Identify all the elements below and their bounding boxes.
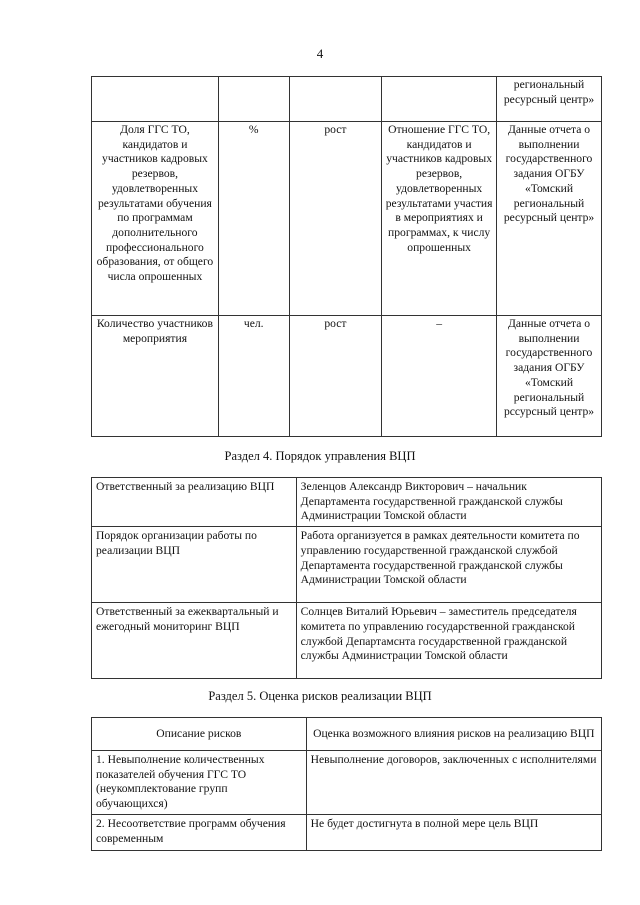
table-row [92,603,602,679]
page-number: 4 [316,46,324,61]
table-header-row [92,718,602,751]
formula-cell: – [382,316,497,437]
unit-cell: чел. [218,316,289,437]
indicator-cell [92,77,219,122]
unit-cell: % [218,122,289,316]
trend-cell [289,77,382,122]
header-cell: Оценка возможного влияния рисков на реализацию ВЦП [306,718,601,751]
table-row [92,527,602,603]
management-table [91,477,602,679]
formula-cell [382,77,497,122]
trend-cell: рост [289,316,382,437]
table-row [92,751,602,815]
indicators-table [91,76,602,437]
table-row [92,478,602,527]
indicator-cell: Количество участников мероприятия [92,316,219,437]
source-cell: Данные отчета о выполнении государственного задания ОГБУ «Томский региональный ресурсный центр» [497,122,602,316]
value-cell: Солнцев Виталий Юрьевич – заместитель председателя комитета по управлению государственной гражданской службой Департамснта государственной гражданской службы Администрации Томской области [296,603,601,679]
table-row [92,122,602,316]
section-5-title: Раздел 5. Оценка рисков реализации ВЦП [208,689,432,703]
value-cell: Зеленцов Александр Викторович – начальник Департамента государственной гражданской службы Администрации Томской области [296,478,601,527]
table-row [92,316,602,437]
label-cell: Порядок организации работы по реализации ВЦП [92,527,297,603]
impact-cell: Невыполнение договоров, заключенных с исполнителями [306,751,601,815]
unit-cell [218,77,289,122]
label-cell: Ответственный за ежеквартальный и ежегодный мониторинг ВЦП [92,603,297,679]
source-cell: региональный ресурсный центр» [497,77,602,122]
table-row [92,77,602,122]
source-cell: Данные отчета о выполнении государственного задания ОГБУ «Томский региональный рссурсный центр» [497,316,602,437]
section-4-title: Раздел 4. Порядок управления ВЦП [224,449,416,463]
risk-cell: 1. Невыполнение количественных показателей обучения ГГС ТО (неукомплектование групп обучающихся) [92,751,307,815]
risks-table [91,717,602,851]
table-row [92,814,602,850]
trend-cell: рост [289,122,382,316]
impact-cell: Не будет достигнута в полной мере цель ВЦП [306,814,601,850]
value-cell: Работа организуется в рамках деятельности комитета по управлению государственной гражданской службой Департамента государственной гражданской службы Администрации Томской области [296,527,601,603]
indicator-cell: Доля ГГС ТО, кандидатов и участников кадровых резервов, удовлетворенных результатами обучения по программам дополнительного профессионального образования, от общего числа опрошенных [92,122,219,316]
formula-cell: Отношение ГГС ТО, кандидатов и участников кадровых резервов, удовлетворенных результатами участия в мероприятиях и программах, к числу опрошенных [382,122,497,316]
header-cell: Описание рисков [92,718,307,751]
label-cell: Ответственный за реализацию ВЦП [92,478,297,527]
risk-cell: 2. Несоответствие программ обучения современным [92,814,307,850]
